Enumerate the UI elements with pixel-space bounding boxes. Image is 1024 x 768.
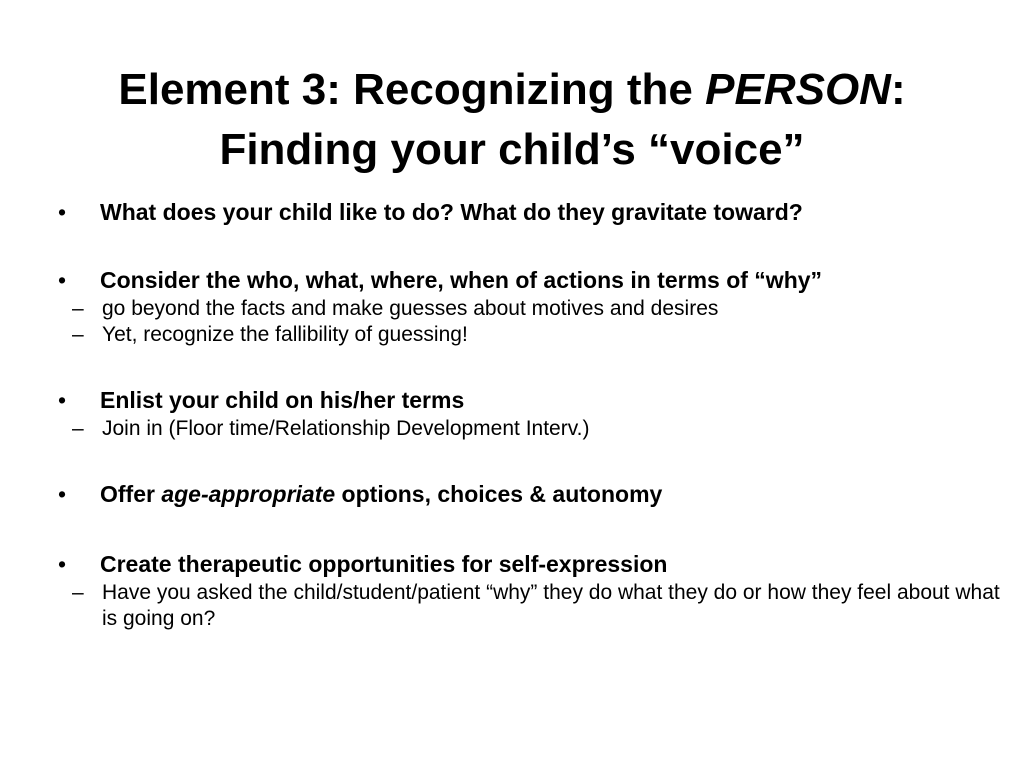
sub-item	[58, 416, 1018, 442]
bullet-text-part2: options, choices & autonomy	[335, 481, 663, 507]
bullet-item	[58, 548, 1018, 632]
bullet-text: Enlist your child on his/her terms	[100, 387, 465, 413]
bullet-marker: •	[58, 551, 67, 577]
bullet-text: Consider the who, what, where, when of actions in terms of “why”	[100, 267, 823, 293]
dash-marker: –	[72, 297, 84, 320]
sub-text: Have you asked the child/student/patient “why” they do what they do or how they feel about what is going on?	[102, 581, 1000, 630]
spacer	[58, 348, 1018, 384]
bullet-emphasis: age-appropriate	[161, 481, 336, 507]
bullet-item	[58, 196, 1018, 228]
sub-item	[58, 296, 1018, 322]
dash-marker: –	[72, 581, 84, 604]
bullet-item	[58, 384, 1018, 442]
sub-text: go beyond the facts and make guesses about motives and desires	[102, 297, 719, 320]
spacer	[58, 442, 1018, 478]
bullet-item	[58, 478, 1018, 510]
sub-text: Yet, recognize the fallibility of guessing!	[102, 323, 468, 346]
slide-title	[0, 60, 1024, 180]
dash-marker: –	[72, 323, 84, 346]
sub-list	[58, 416, 1018, 442]
sub-text: Join in (Floor time/Relationship Development Interv.)	[102, 417, 590, 440]
sub-item	[58, 580, 1018, 632]
dash-marker: –	[72, 417, 84, 440]
bullet-marker: •	[58, 481, 67, 507]
bullet-item	[58, 264, 1018, 348]
spacer	[58, 510, 1018, 548]
title-text-part1: Element 3: Recognizing the	[118, 65, 706, 114]
bullet-marker: •	[58, 267, 67, 293]
sub-list	[58, 296, 1018, 348]
title-line-2: Finding your child’s “voice”	[219, 125, 805, 174]
bullet-list	[58, 196, 1018, 632]
bullet-marker: •	[58, 387, 67, 413]
bullet-text: Create therapeutic opportunities for self-expression	[100, 551, 668, 577]
bullet-marker: •	[58, 199, 67, 225]
sub-item	[58, 322, 1018, 348]
title-line-1	[0, 60, 1024, 120]
bullet-text: What does your child like to do? What do they gravitate toward?	[100, 199, 803, 225]
title-text-part2: :	[890, 65, 906, 114]
spacer	[58, 228, 1018, 264]
bullet-text-part1: Offer	[100, 481, 162, 507]
title-emphasis: PERSON	[705, 65, 891, 114]
sub-list	[58, 580, 1018, 632]
